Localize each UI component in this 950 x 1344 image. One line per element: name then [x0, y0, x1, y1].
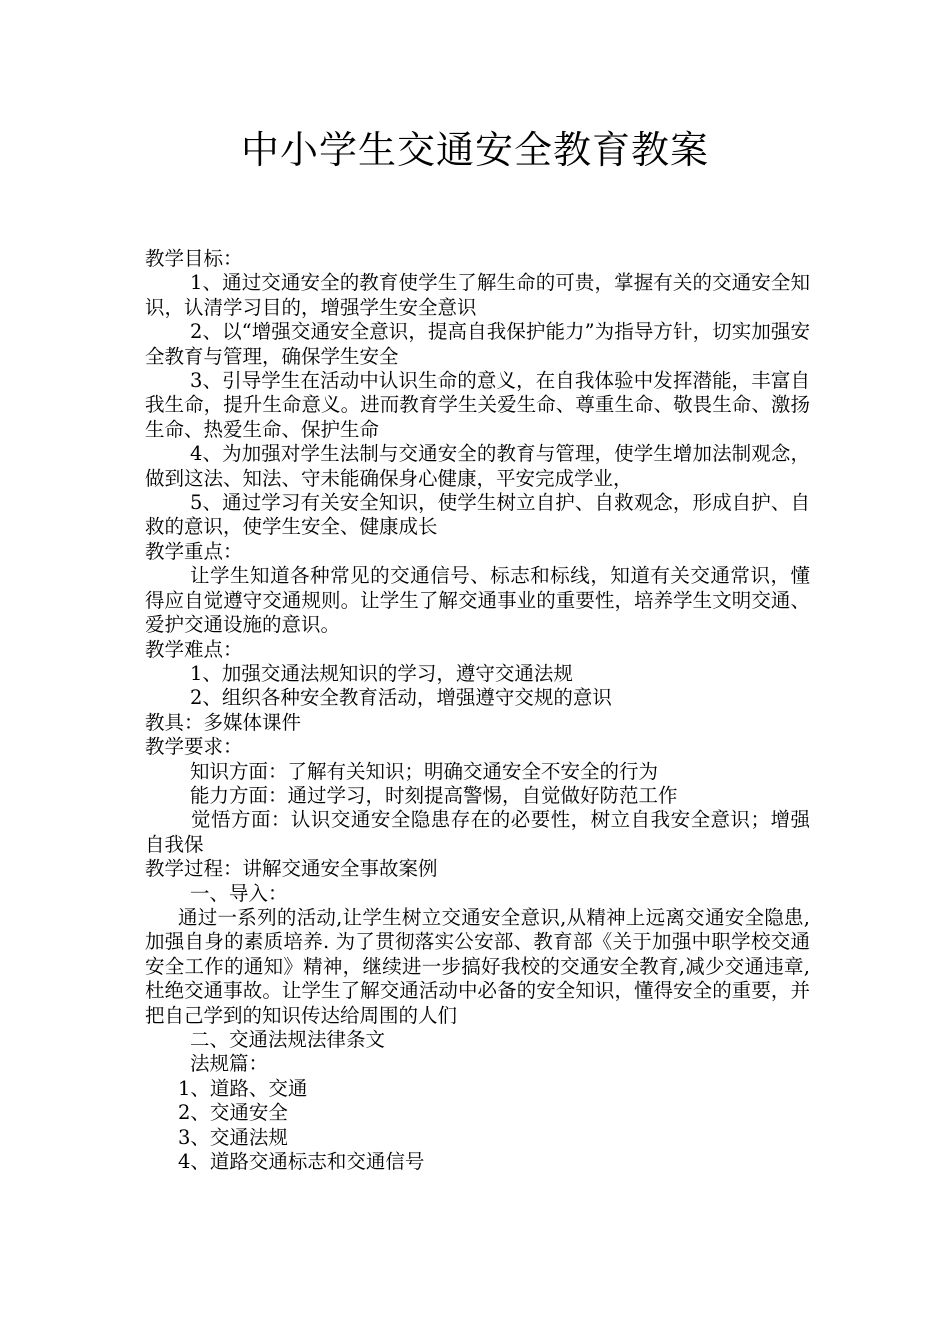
requirement-awareness: 觉悟方面：认识交通安全隐患存在的必要性，树立自我安全意识；增强自我保 [145, 808, 810, 856]
section-heading-process: 教学过程：讲解交通安全事故案例 [145, 857, 438, 881]
requirement-ability: 能力方面：通过学习，时刻提高警惕，自觉做好防范工作 [190, 783, 678, 807]
process-step-regulations: 二、交通法规法律条文 [190, 1028, 386, 1051]
section-heading-teaching-goals: 教学目标： [145, 247, 243, 270]
process-step-introduction: 一、导入： [190, 881, 288, 905]
section-heading-difficulties: 教学难点： [145, 637, 243, 661]
goal-item-5: 5、通过学习有关安全知识，使学生树立自护、自救观念，形成自护、自救的意识，使学生安全、健康成长 [145, 491, 810, 539]
goal-item-1: 1、通过交通安全的教育使学生了解生命的可贵，掌握有关的交通安全知识，认清学习目的，增强学生安全意识 [145, 271, 810, 319]
requirement-knowledge: 知识方面：了解有关知识；明确交通安全不安全的行为 [190, 759, 659, 783]
difficulty-item-2: 2、组织各种安全教育活动，增强遵守交规的意识 [190, 686, 612, 710]
key-points-paragraph: 让学生知道各种常见的交通信号、标志和标线，知道有关交通常识，懂得应自觉遵守交通规则。让学生了解交通事业的重要性，培养学生文明交通、爱护交通设施的意识。 [145, 564, 810, 637]
goal-item-4: 4、为加强对学生法制与交通安全的教育与管理，使学生增加法制观念，做到这法、知法、守未能确保身心健康，平安完成学业， [145, 442, 810, 490]
goal-item-2: 2、以“增强交通安全意识，提高自我保护能力”为指导方针，切实加强安全教育与管理，确保学生安全 [145, 320, 810, 368]
section-heading-key-points: 教学重点： [145, 539, 243, 563]
regulations-subheading: 法规篇： [190, 1052, 269, 1076]
document-title: 中小学生交通安全教育教案 [240, 128, 709, 172]
regulation-item-1: 1、道路、交通 [178, 1076, 308, 1100]
teaching-aids-line: 教具：多媒体课件 [145, 710, 302, 734]
goal-item-3: 3、引导学生在活动中认识生命的意义，在自我体验中发挥潜能，丰富自我生命，提升生命意义。进而教育学生关爱生命、尊重生命、敬畏生命、激扬生命、热爱生命、保护生命 [145, 369, 810, 441]
section-heading-requirements: 教学要求： [145, 735, 243, 759]
regulation-item-3: 3、交通法规 [178, 1125, 288, 1149]
introduction-paragraph: 通过一系列的活动,让学生树立交通安全意识,从精神上远离交通安全隐患,加强自身的素质培养. 为了贯彻落实公安部、教育部《关于加强中职学校交通安全工作的通知》精神，继续进一步搞好我校的交通安全教育,减少交通违章,杜绝交通事故。让学生了解交通活动中必备的安全知识，懂得安全的重要，并把自己学到的知识传达给周围的人们 [145, 905, 810, 1027]
regulation-item-2: 2、交通安全 [178, 1101, 288, 1125]
regulation-item-4: 4、道路交通标志和交通信号 [178, 1150, 425, 1174]
difficulty-item-1: 1、加强交通法规知识的学习，遵守交通法规 [190, 661, 573, 685]
document-body [145, 247, 810, 1174]
